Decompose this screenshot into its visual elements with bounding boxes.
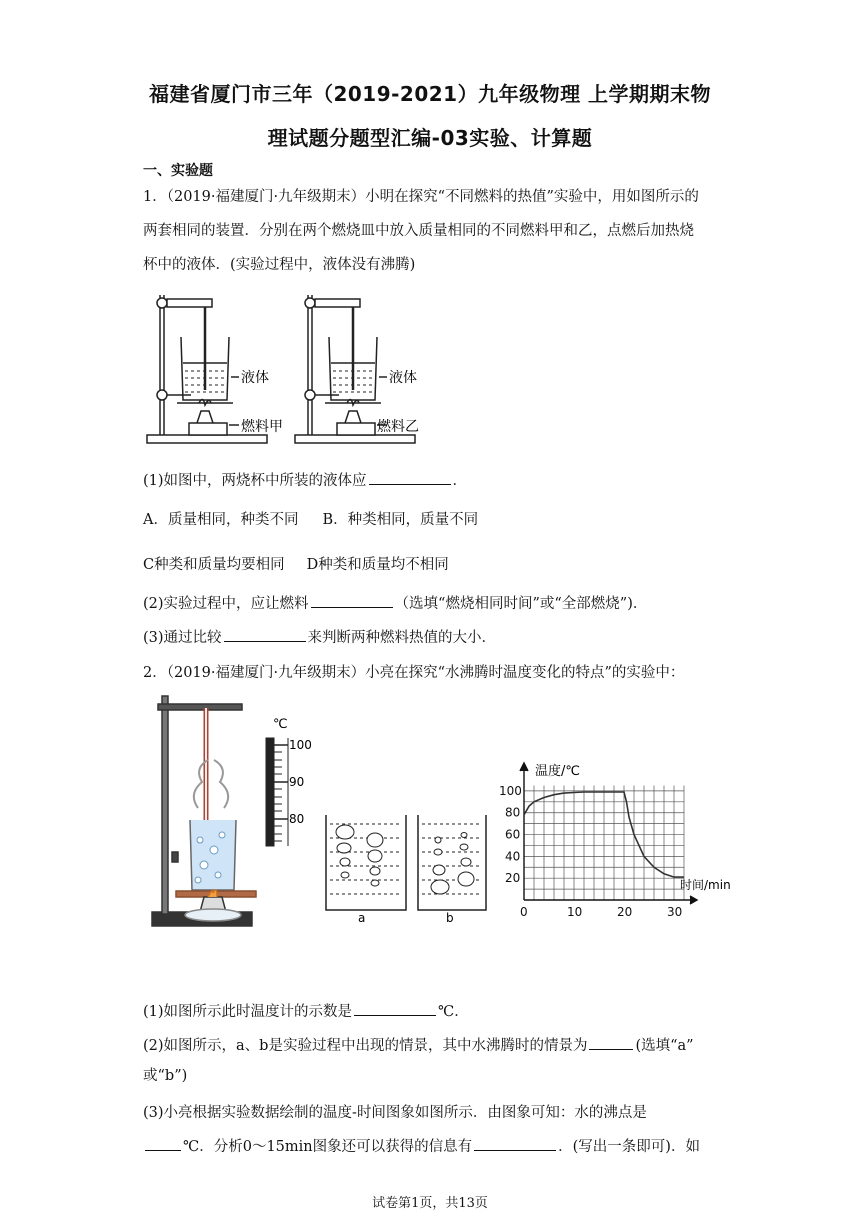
chart-tick-labels [499, 784, 682, 919]
thermometer-unit: ℃ [273, 717, 288, 732]
q1-sub3-blank [224, 627, 306, 642]
q2-sub1-text: (1)如图所示此时温度计的示数是 [143, 1004, 353, 1020]
chart-x-tick-label: 0 [520, 905, 528, 919]
q1-sub1-text: (1)如图中，两烧杯中所装的液体应 [143, 473, 367, 489]
q1-option-b: B．种类相同，质量不同 [322, 512, 479, 528]
chart-y-tick-label: 60 [505, 827, 521, 842]
q2-sub1 [143, 1000, 469, 1021]
q1-sub1 [143, 469, 467, 490]
q2-sub3-text-a: ℃．分析0～15min图象还可以获得的信息有 [183, 1139, 473, 1155]
q2-sub2-blank [589, 1035, 633, 1050]
q1-options-cd [143, 553, 449, 574]
chart-x-tick-label: 20 [617, 905, 633, 919]
q1-sub2-text: (2)实验过程中，应让燃料 [143, 596, 309, 612]
q1-options-ab [143, 508, 478, 529]
q2-sub3-text-b: ．(写出一条即可)．如 [558, 1139, 700, 1155]
q2-sub3-line-1: (3)小亮根据实验数据绘制的温度-时间图象如图所示．由图象可知：水的沸点是 [143, 1105, 647, 1121]
q2-sub3-blank-1 [145, 1136, 181, 1151]
beaker-a [326, 815, 406, 910]
q2-sub1-blank [354, 1001, 436, 1016]
thermometer-tick-100: 100 [289, 738, 312, 752]
chart-y-tick-label: 100 [499, 783, 522, 798]
boiling-apparatus [152, 696, 256, 926]
q2-sub3-line-2 [143, 1135, 700, 1156]
thermometer-tick-80: 80 [289, 812, 305, 826]
q1-sub3-end: 来判断两种燃料热值的大小． [307, 630, 497, 646]
q1-option-a: A．质量相同，种类不同 [143, 512, 299, 528]
q2-sub2-text: (2)如图所示，a、b是实验过程中出现的情景，其中水沸腾时的情景为 [143, 1038, 588, 1054]
q2-text-line-1: 2．（2019·福建厦门·九年级期末）小亮在探究“水沸腾时温度变化的特点”的实验中： [143, 665, 685, 681]
label-fuel-a: 燃料甲 [241, 419, 283, 435]
temperature-time-chart [495, 755, 745, 925]
q1-sub3-text: (3)通过比较 [143, 630, 222, 646]
q2-sub1-end: ℃． [438, 1004, 469, 1020]
title-line-2: 理试题分题型汇编-03实验、计算题 [267, 126, 593, 150]
q1-sub2-end: （选填“燃烧相同时间”或“全部燃烧”)． [394, 596, 648, 612]
q1-text-line-1: 1．（2019·福建厦门·九年级期末）小明在探究“不同燃料的热值”实验中，用如图所示的 [143, 189, 699, 205]
chart-x-tick-label: 30 [667, 905, 683, 919]
label-fuel-b: 燃料乙 [377, 419, 419, 435]
q1-text-line-2: 两套相同的装置．分别在两个燃烧皿中放入质量相同的不同燃料甲和乙，点燃后加热烧 [143, 223, 694, 239]
chart-x-axis-label: 时间/min [680, 878, 731, 892]
label-a: a [358, 911, 366, 925]
q2-boiling-figure [148, 690, 493, 940]
label-b: b [446, 911, 454, 925]
thermometer-tick-90: 90 [289, 775, 305, 789]
thermometer-scale [266, 738, 288, 846]
q1-sub1-end: ． [452, 473, 468, 489]
chart-y-tick-label: 20 [505, 871, 521, 886]
section-heading-experiment: 一、实验题 [143, 163, 213, 179]
page-footer: 试卷第1页，共13页 [372, 1196, 488, 1211]
q1-option-c: C种类和质量均要相同 [143, 557, 285, 573]
chart-axes [520, 763, 697, 904]
beaker-b [418, 815, 486, 910]
chart-grid [524, 785, 684, 900]
chart-x-tick-label: 10 [567, 905, 583, 919]
q2-sub2 [143, 1034, 694, 1055]
q1-sub1-blank [369, 470, 451, 485]
q1-sub2-blank [311, 593, 393, 608]
q1-apparatus-figure [143, 285, 443, 450]
label-liquid-left: 液体 [241, 370, 269, 386]
q2-sub2-line-2: 或“b”) [143, 1068, 188, 1084]
q1-text-line-3: 杯中的液体．(实验过程中，液体没有沸腾) [143, 257, 416, 273]
label-liquid-right: 液体 [389, 370, 417, 386]
q1-option-d: D种类和质量均不相同 [306, 557, 449, 573]
chart-y-tick-label: 80 [505, 805, 521, 820]
chart-y-axis-label: 温度/℃ [535, 764, 580, 779]
q2-sub3-blank-2 [474, 1136, 556, 1151]
title-line-1: 福建省厦门市三年（2019-2021）九年级物理 上学期期末物 [148, 82, 712, 106]
chart-y-tick-label: 40 [505, 849, 521, 864]
q1-sub3 [143, 626, 496, 647]
q1-sub2 [143, 592, 647, 613]
q2-sub2-end: (选填“a” [635, 1038, 694, 1054]
